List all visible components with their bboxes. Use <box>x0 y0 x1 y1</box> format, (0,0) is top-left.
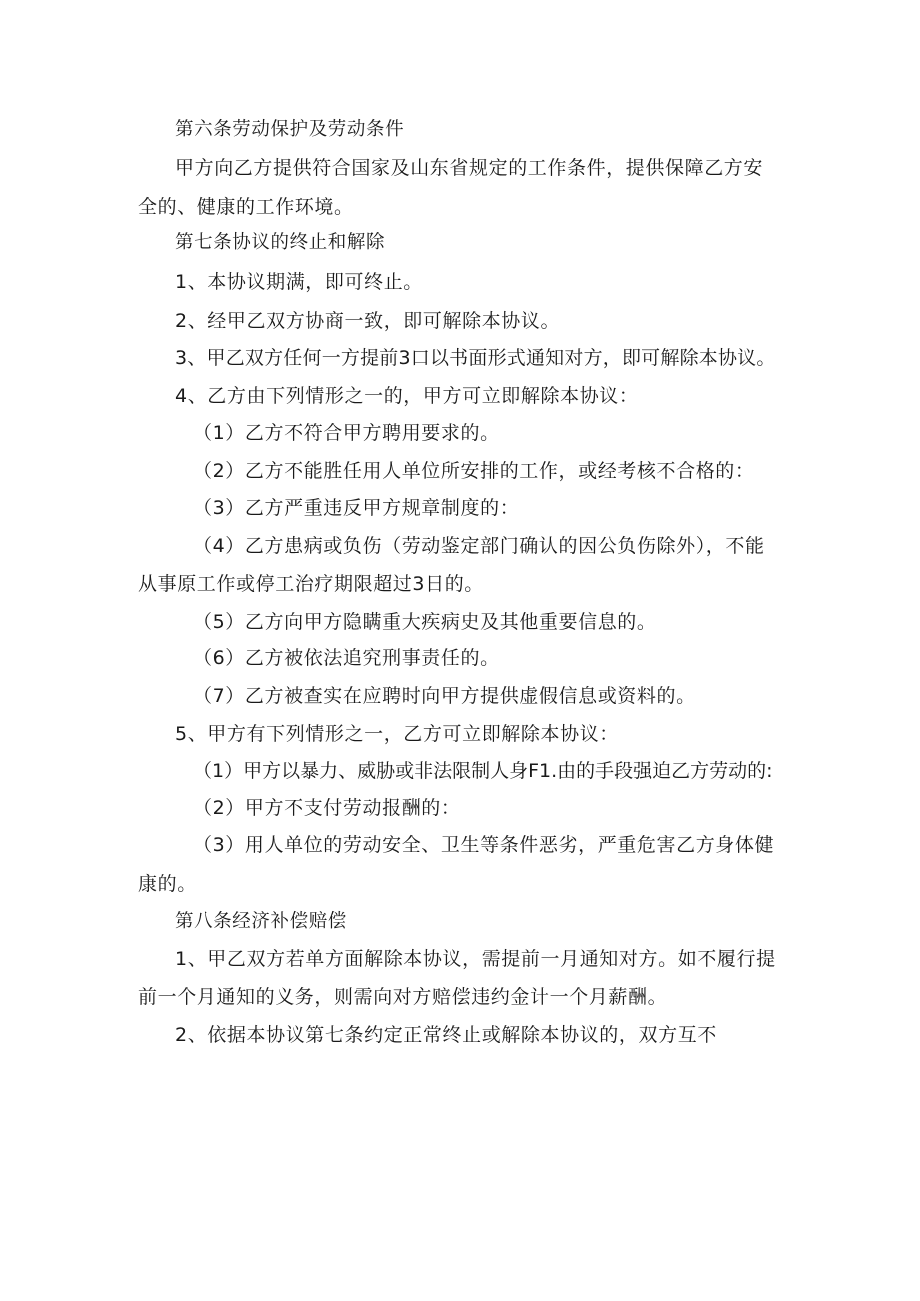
sub-clause-item: （7）乙方被查实在应聘时向甲方提供虚假信息或资料的。 <box>193 685 696 707</box>
paragraph-line: 康的。 <box>138 873 197 895</box>
sub-clause-item: （6）乙方被依法追究刑事责任的。 <box>193 647 500 669</box>
clause-item: 2、经甲乙双方协商一致，即可解除本协议。 <box>175 310 561 332</box>
clause-item: 1、甲乙双方若单方面解除本协议，需提前一月通知对方。如不履行提 <box>175 948 776 970</box>
article-8-heading: 第八条经济补偿赔偿 <box>175 911 347 932</box>
sub-clause-item: （4）乙方患病或负伤（劳动鉴定部门确认的因公负伤除外），不能 <box>193 535 765 557</box>
clause-item: 2、依据本协议第七条约定正常终止或解除本协议的，双方互不 <box>175 1024 717 1046</box>
sub-clause-item: （1）甲方以暴力、威胁或非法限制人身F1.由的手段强迫乙方劳动的: <box>193 760 773 782</box>
paragraph-line: 甲方向乙方提供符合国家及山东省规定的工作条件，提供保障乙方安 <box>175 157 764 179</box>
paragraph-line: 前一个月通知的义务，则需向对方赔偿违约金计一个月薪酬。 <box>138 986 668 1008</box>
sub-clause-item: （5）乙方向甲方隐瞒重大疾病史及其他重要信息的。 <box>193 611 657 633</box>
sub-clause-item: （2）乙方不能胜任用人单位所安排的工作，或经考核不合格的： <box>193 460 755 482</box>
clause-item: 4、乙方由下列情形之一的，甲方可立即解除本协议： <box>175 385 639 407</box>
clause-item: 3、甲乙双方任何一方提前3口以书面形式通知对方，即可解除本协议。 <box>175 347 776 369</box>
article-7-heading: 第七条协议的终止和解除 <box>175 232 386 253</box>
sub-clause-item: （3）用人单位的劳动安全、卫生等条件恶劣，严重危害乙方身体健 <box>193 834 775 856</box>
paragraph-line: 从事原工作或停工治疗期限超过3日的。 <box>138 573 484 595</box>
paragraph-line: 全的、健康的工作环境。 <box>138 196 354 218</box>
article-6-heading: 第六条劳动保护及劳动条件 <box>175 119 405 140</box>
sub-clause-item: （3）乙方严重违反甲方规章制度的： <box>193 497 520 519</box>
clause-item: 1、本协议期满，即可终止。 <box>175 271 423 293</box>
clause-item: 5、甲方有下列情形之一，乙方可立即解除本协议： <box>175 723 619 745</box>
sub-clause-item: （1）乙方不符合甲方聘用要求的。 <box>193 422 500 444</box>
sub-clause-item: （2）甲方不支付劳动报酬的： <box>193 797 461 819</box>
